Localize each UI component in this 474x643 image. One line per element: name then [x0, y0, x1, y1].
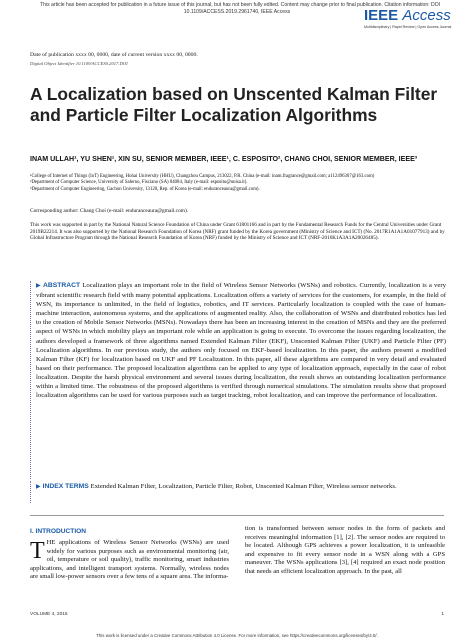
intro-left-column [30, 539, 229, 582]
volume-footer: VOLUME 4, 2016 [30, 612, 68, 617]
section-divider [30, 515, 444, 516]
paper-title: A Localization based on Unscented Kalman Filter and Particle Filter Localization Algorithms [30, 84, 438, 125]
logo-tagline: Multidisciplinary | Rapid Review | Open Access Journal [364, 25, 452, 29]
page-number: 1 [441, 612, 444, 617]
abstract-side-rule [30, 281, 31, 479]
abstract-text: Localization plays an important role in the field of Wireless Sensor Networks (WSNs) and robotics. Currently, localization is a very vibrant scientific research field with many potential applications. Localization offers a variety of services for the customers, for example, in the field of WSN, its importance is unlimited, in the field of logistics, robotics, and IT services. Particularly localization is coupled with the case of human-machine interaction, autonomous systems, and the applications of augmented reality. Also, the collaboration of WSNs and distributed robotics has led to the creation of Mobile Sensor Networks (MSNs). Nowadays there has been an increasing interest in the creation of MSNs and they are the preferred aspect of WSNs in which mobility plays an important role while an application is going to execute. To overcome the issues regarding localization, the authors developed a framework of three algorithms named Extended Kalman Filter (EKF), Unscented Kalman Filter (UKF) and Particle Filter (PF) Localization algorithms. In our previous study, the authors only focused on EKF-based localization. In this paper, the authors present a modified Kalman Filter (KF) for localization based on UKF and PF Localization. In this paper, all these algorithms are compared in very detail and evaluated based on their performance. The proposed localization algorithms can be applied to any type of localization approach, especially in the case of robot localization. Despite the harsh physical environment and several issues during localization, the result shows an outstanding localization performance within a limited time. The robustness of the proposed algorithms is verified through numerical simulations. The simulation results show that proposed localization algorithms can be used for various purposes such as target tracking, robot localization, and can improve the performance of localization. [36, 282, 446, 400]
abstract-section [36, 281, 446, 400]
affiliation-1: ¹College of Internet of Things (IoT) Engineering, Hohai University (HHU), Changzhou Campus, 213022, P.R. China (e-mail: inam.fragrance@gmail.com; a112496307@163.com) [30, 174, 375, 179]
author-list: INAM ULLAH¹, YU SHEN¹, XIN SU, SENIOR MEMBER, IEEE¹, C. ESPOSITO², CHANG CHOI, SENIOR MEMBER, IEEE³ [30, 155, 418, 163]
triangle-marker-icon: ▶ [36, 484, 41, 490]
index-terms-text: Extended Kalman Filter, Localization, Particle Filter, Robot, Unscented Kalman Filter, Wireless sensor networks. [90, 483, 397, 490]
affiliation-3: ³Department of Computer Engineering, Gachon University, 13120, Rep. of Korea (e-mail: enduranceaura@gmail.com). [30, 186, 260, 192]
corresponding-author: Corresponding author: Chang Choi (e-mail: enduranceaura@gmail.com). [30, 208, 189, 214]
publication-dates: Date of publication xxxx 00, 0000, date of current version xxxx 00, 0000. [30, 52, 198, 58]
notice-line-1: This article has been accepted for publication in a future issue of this journal, but has not been fully edited. Content may change prior to final publication. Citation information: DOI [40, 2, 441, 8]
funding-statement: This work was supported in part by the National Natural Science Foundation of China under Grant 61801166 and in part by the Fundamental Research Funds for the Central Universities under Grant 2019B22214. It was also supported by the National Research Foundation of Korea (NRF) grant funded by the Korea government (Ministry of Science and ICT) (No. 2017R1A1A1A01077913) and by Global Infrastructure Program through the National Research Foundation of Korea (NRF) funded by the Ministry of Science and ICT (NRF-2016K1A3A1A20026485). [30, 222, 445, 242]
license-footer: This work is licensed under a Creative Commons Attribution 4.0 License. For more information, see https://creativecommons.org/licenses/by/4.0/. [96, 633, 378, 638]
affiliations [30, 174, 450, 193]
triangle-marker-icon: ▶ [36, 283, 42, 289]
index-terms-label: INDEX TERMS [42, 483, 89, 490]
logo-word-access: Access [402, 7, 451, 24]
ieee-access-logo [364, 7, 452, 29]
doi-line: Digital Object Identifier 10.1109/ACCESS.2017.DOI [30, 61, 128, 66]
affiliation-2: ²Department of Computer Science, University of Salerno, Fisciano (SA) 84084, Italy (e-mail: esposito@unisa.it). [30, 180, 248, 186]
index-terms-section [36, 482, 446, 492]
intro-right-column: tion is transformed between sensor nodes in the form of packets and receives meaningful information [1], [2]. The sensor nodes are required to be located. Although GPS achieves a power localization, it is unfeasible and expensive to fit every sensor node in a WSN along with a GPS maneuver. The WSNs applications [3], [4] required an exact node position that needs an efficient localization approach. In the past, all [245, 525, 445, 575]
drop-cap: T [30, 538, 45, 564]
abstract-label: ABSTRACT [43, 282, 81, 289]
logo-word-ieee: IEEE [364, 7, 399, 24]
introduction-heading: I. INTRODUCTION [30, 528, 87, 535]
notice-line-2: 10.1109/ACCESS.2019.2961740, IEEE Access [183, 8, 291, 15]
keywords-side-rule [30, 481, 31, 503]
logo-wordmark [364, 7, 451, 24]
intro-left-text: HE applications of Wireless Sensor Networks (WSNs) are used widely for various purposes such as environmental monitoring (air, oil, temperature or soil quality), traffic monitoring, smart industries applications, and intelligent transport systems. Normally, wireless nodes are small low-power sensors over a few tens of a square area. The informa- [30, 539, 229, 581]
